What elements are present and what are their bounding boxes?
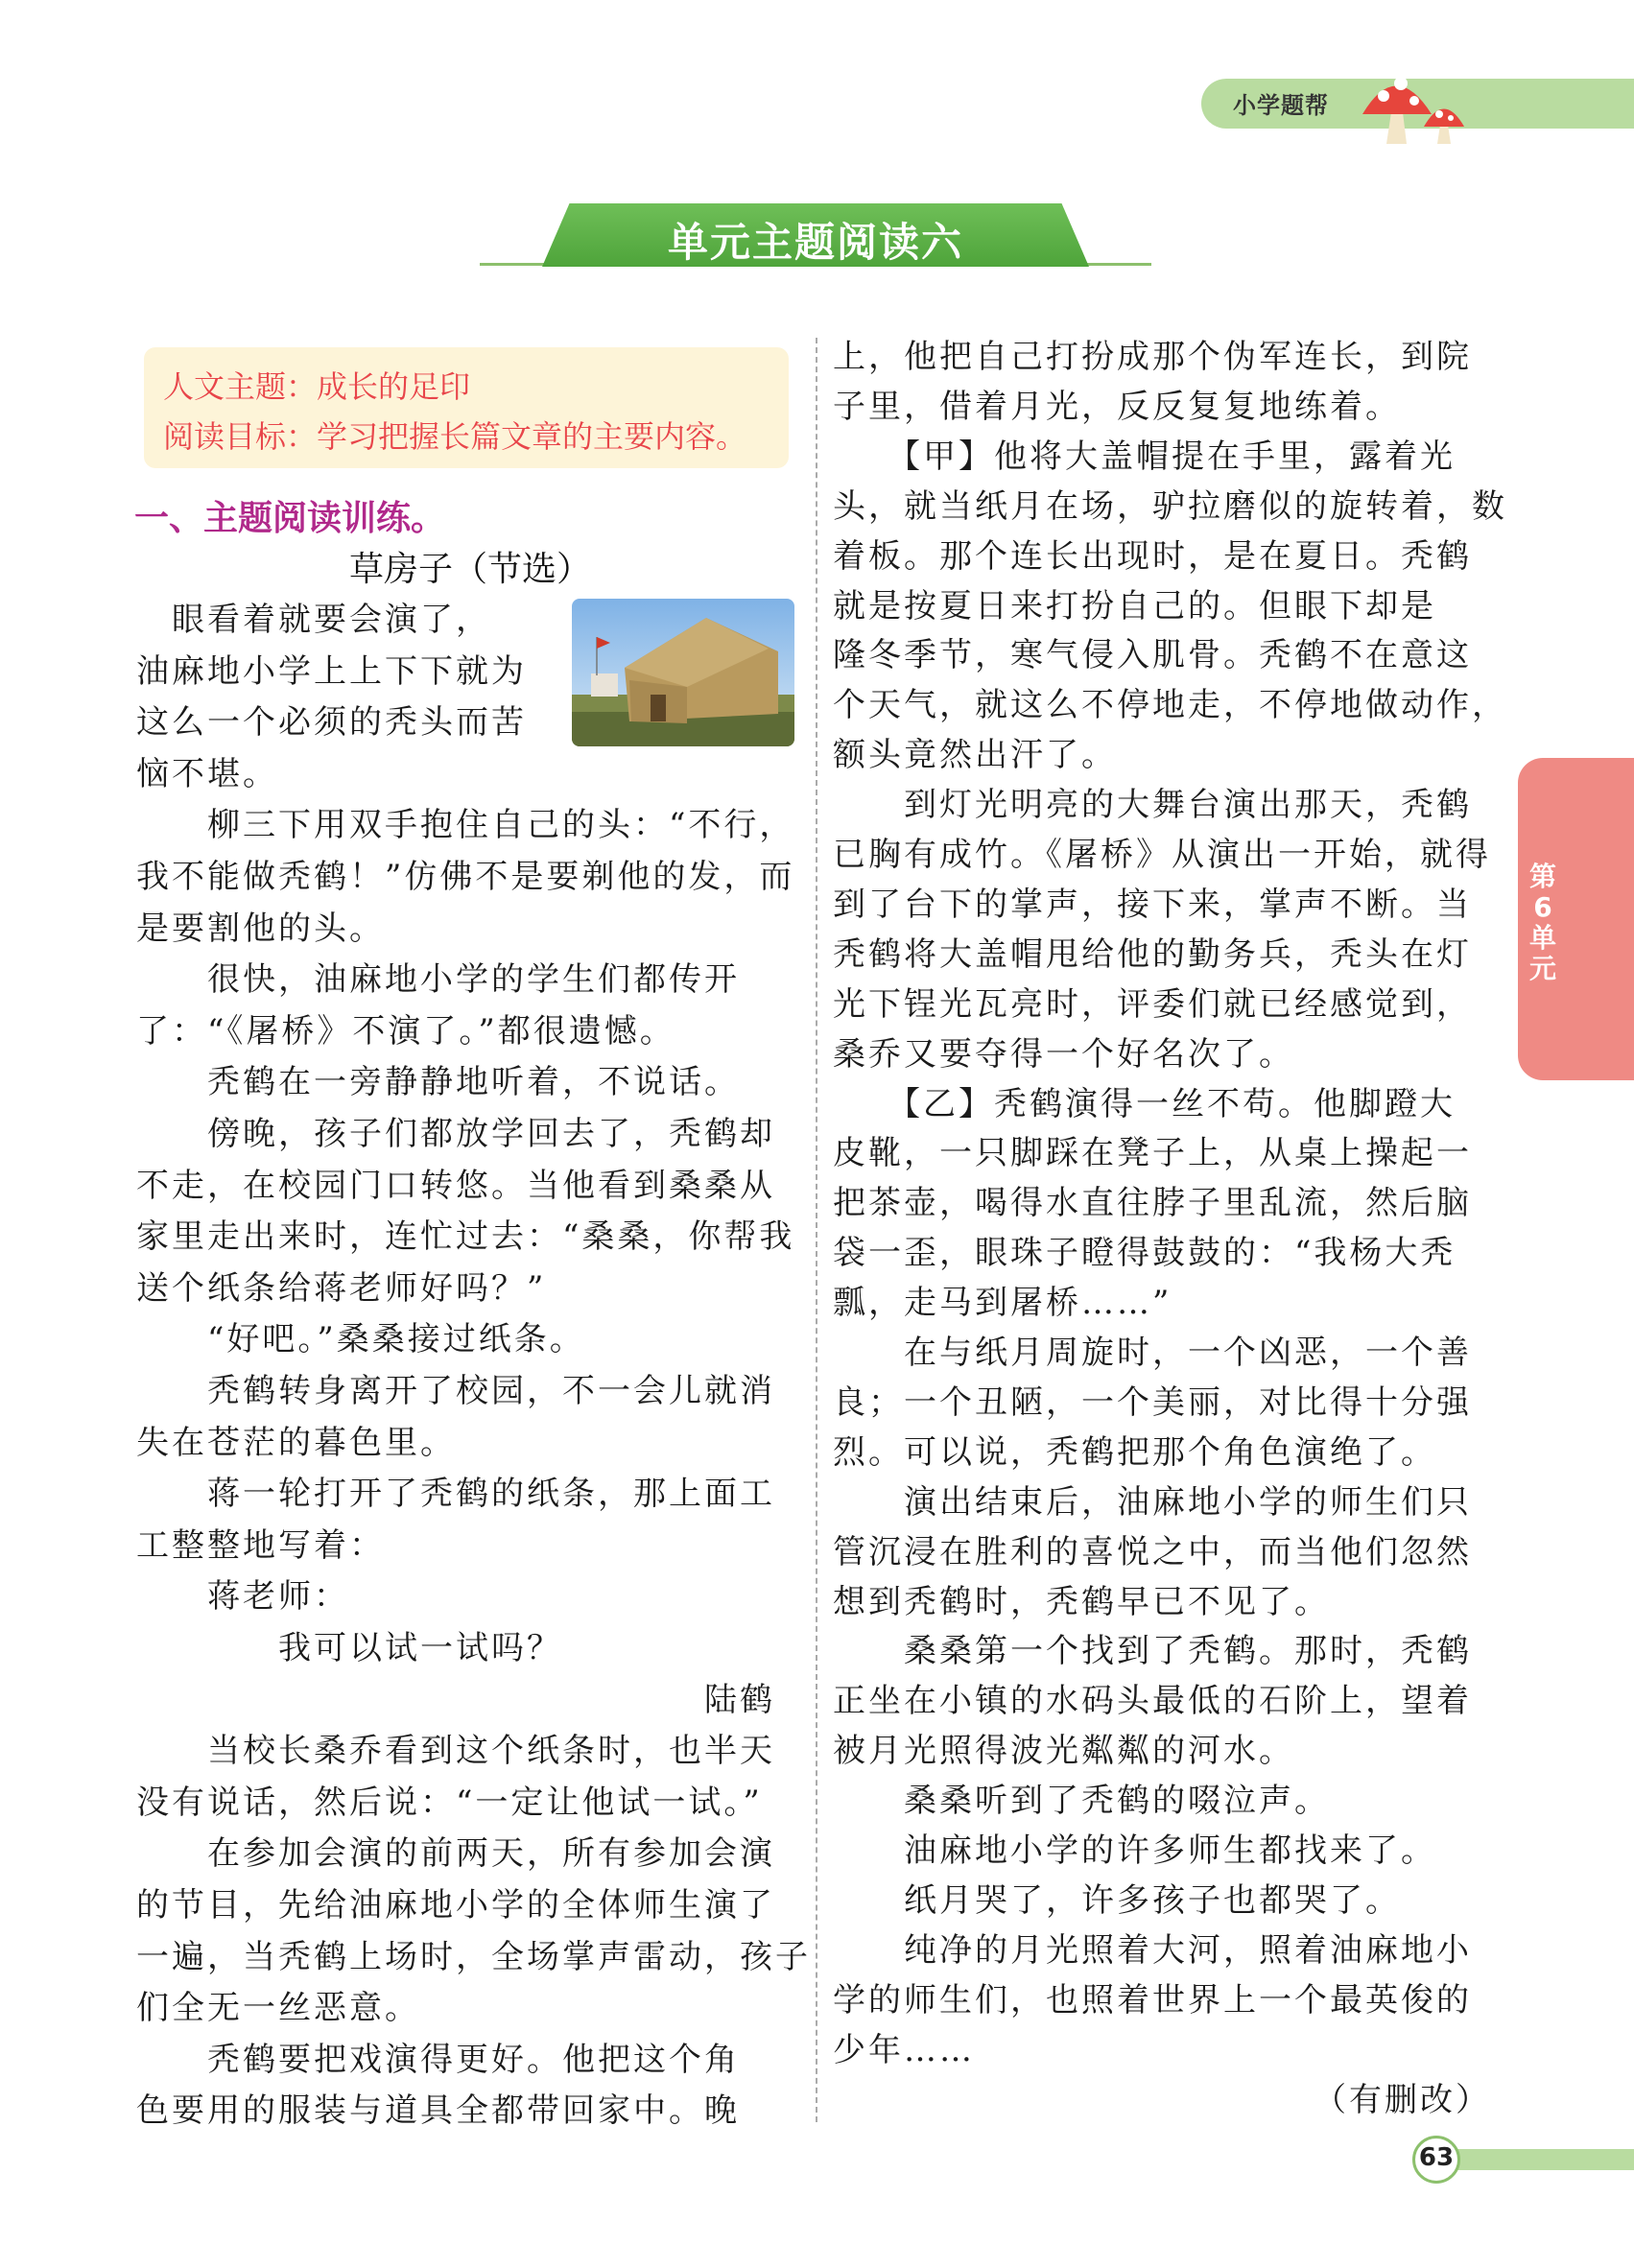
text-line: 工整整地写着： (136, 1525, 385, 1565)
text-line: 就是按夏日来打扮自己的。但眼下却是 (833, 586, 1436, 626)
text-line: 这么一个必须的秃头而苦 (136, 703, 527, 743)
section-heading: 一、主题阅读训练。 (134, 499, 446, 538)
text-line: 额头竟然出汗了。 (833, 736, 1117, 775)
theme-line: 人文主题：成长的足印 (163, 368, 471, 405)
text-line: 送个纸条给蒋老师好吗？” (136, 1268, 547, 1308)
text-line: 柳三下用双手抱住自己的头：“不行， (136, 806, 795, 845)
brand-label: 小学题帮 (1233, 92, 1329, 119)
text-line: 【乙】秃鹤演得一丝不苟。他脚蹬大 (833, 1084, 1456, 1123)
text-line: 陆鹤 (136, 1680, 775, 1719)
text-line: 油麻地小学上上下下就为 (136, 651, 527, 691)
page-bar (1434, 2149, 1634, 2170)
text-line: 失在苍茫的暮色里。 (136, 1423, 456, 1462)
page-title: 单元主题阅读六 (667, 219, 963, 266)
text-line: 在参加会演的前两天，所有参加会演 (136, 1834, 775, 1874)
text-line: 皮靴，一只脚踩在凳子上，从桌上操起一 (833, 1134, 1472, 1173)
text-line: 秃鹤要把戏演得更好。他把这个角 (136, 2040, 740, 2079)
text-line: 管沉浸在胜利的喜悦之中，而当他们忽然 (833, 1532, 1472, 1571)
text-line: （有删改） (833, 2080, 1491, 2119)
text-line: 【甲】他将大盖帽提在手里，露着光 (833, 437, 1456, 476)
text-line: 桑乔又要夺得一个好名次了。 (833, 1034, 1294, 1074)
text-line: 不走，在校园门口转悠。当他看到桑桑从 (136, 1166, 775, 1205)
text-line: 色要用的服装与道具全都带回家中。晚 (136, 2091, 740, 2131)
text-line: 油麻地小学的许多师生都找来了。 (833, 1831, 1436, 1870)
text-line: 眼看着就要会演了， (136, 601, 491, 639)
text-line: 们全无一丝恶意。 (136, 1989, 420, 2028)
text-line: 烈。可以说，秃鹤把那个角色演绝了。 (833, 1432, 1436, 1472)
text-line: 个天气，就这么不停地走，不停地做动作， (833, 686, 1507, 725)
text-line: 秃鹤转身离开了校园，不一会儿就消 (136, 1372, 775, 1410)
text-line: 纯净的月光照着大河，照着油麻地小 (833, 1930, 1472, 1970)
text-line: 头，就当纸月在场，驴拉磨似的旋转着，数 (833, 486, 1507, 526)
story-title: 草房子（节选） (348, 550, 591, 589)
text-line: 桑桑第一个找到了秃鹤。那时，秃鹤 (833, 1632, 1472, 1671)
text-line: 一遍，当秃鹤上场时，全场掌声雷动，孩子 (136, 1937, 811, 1976)
text-line: 恼不堪。 (136, 754, 278, 793)
text-line: 到了台下的掌声，接下来，掌声不断。当 (833, 885, 1472, 924)
text-line: 傍晚，孩子们都放学回去了，秃鹤却 (136, 1115, 775, 1153)
text-line: 蒋老师： (136, 1577, 349, 1617)
text-line: 蒋一轮打开了秃鹤的纸条，那上面工 (136, 1475, 775, 1514)
text-line: 当校长桑乔看到这个纸条时，也半天 (136, 1732, 775, 1771)
text-line: 我可以试一试吗？ (136, 1629, 562, 1667)
text-line: 良；一个丑陋，一个美丽，对比得十分强 (833, 1382, 1472, 1422)
text-line: 很快，油麻地小学的学生们都传开 (136, 960, 740, 1000)
text-line: 了：“《屠桥》不演了。”都很遗憾。 (136, 1011, 675, 1051)
text-line: 把茶壶，喝得水直往脖子里乱流，然后脑 (833, 1184, 1472, 1223)
text-line: “好吧。”桑桑接过纸条。 (136, 1320, 585, 1359)
thatched-house-photo (572, 599, 794, 746)
text-line: 隆冬季节，寒气侵入肌骨。秃鹤不在意这 (833, 636, 1472, 675)
text-line: 瓢，走马到屠桥……” (833, 1284, 1172, 1323)
text-line: 的节目，先给油麻地小学的全体师生演了 (136, 1886, 775, 1925)
text-line: 被月光照得波光粼粼的河水。 (833, 1732, 1294, 1771)
text-line: 演出结束后，油麻地小学的师生们只 (833, 1482, 1472, 1522)
unit-label: 第6单元 (1528, 861, 1556, 984)
text-line: 学的师生们，也照着世界上一个最英俊的 (833, 1980, 1472, 2020)
text-line: 到灯光明亮的大舞台演出那天，秃鹤 (833, 786, 1472, 825)
text-line: 秃鹤将大盖帽甩给他的勤务兵，秃头在灯 (833, 934, 1472, 974)
text-line: 在与纸月周旋时，一个凶恶，一个善 (833, 1334, 1472, 1372)
text-line: 少年…… (833, 2030, 975, 2069)
text-line: 袋一歪，眼珠子瞪得鼓鼓的：“我杨大秃 (833, 1234, 1456, 1273)
mushroom-icon (1353, 53, 1468, 149)
text-line: 家里走出来时，连忙过去：“桑桑，你帮我 (136, 1217, 795, 1257)
column-divider (816, 338, 817, 2122)
page-number: 63 (1418, 2143, 1455, 2172)
text-line: 正坐在小镇的水码头最低的石阶上，望着 (833, 1682, 1472, 1721)
text-line: 子里，借着月光，反反复复地练着。 (833, 387, 1401, 426)
text-line: 着板。那个连长出现时，是在夏日。秃鹤 (833, 536, 1472, 576)
text-line: 桑桑听到了秃鹤的啜泣声。 (833, 1782, 1330, 1821)
goal-line: 阅读目标：学习把握长篇文章的主要内容。 (163, 418, 747, 455)
text-line: 光下锃光瓦亮时，评委们就已经感觉到， (833, 984, 1472, 1024)
text-line: 我不能做秃鹤！”仿佛不是要剃他的发，而 (136, 858, 795, 896)
text-line: 秃鹤在一旁静静地听着，不说话。 (136, 1063, 740, 1102)
text-line: 想到秃鹤时，秃鹤早已不见了。 (833, 1582, 1330, 1621)
text-line: 纸月哭了，许多孩子也都哭了。 (833, 1880, 1401, 1920)
text-line: 上，他把自己打扮成那个伪军连长，到院 (833, 338, 1472, 376)
text-line: 没有说话，然后说：“一定让他试一试。” (136, 1783, 763, 1822)
text-line: 已胸有成竹。《屠桥》从演出一开始，就得 (833, 836, 1491, 874)
text-line: 是要割他的头。 (136, 909, 385, 948)
